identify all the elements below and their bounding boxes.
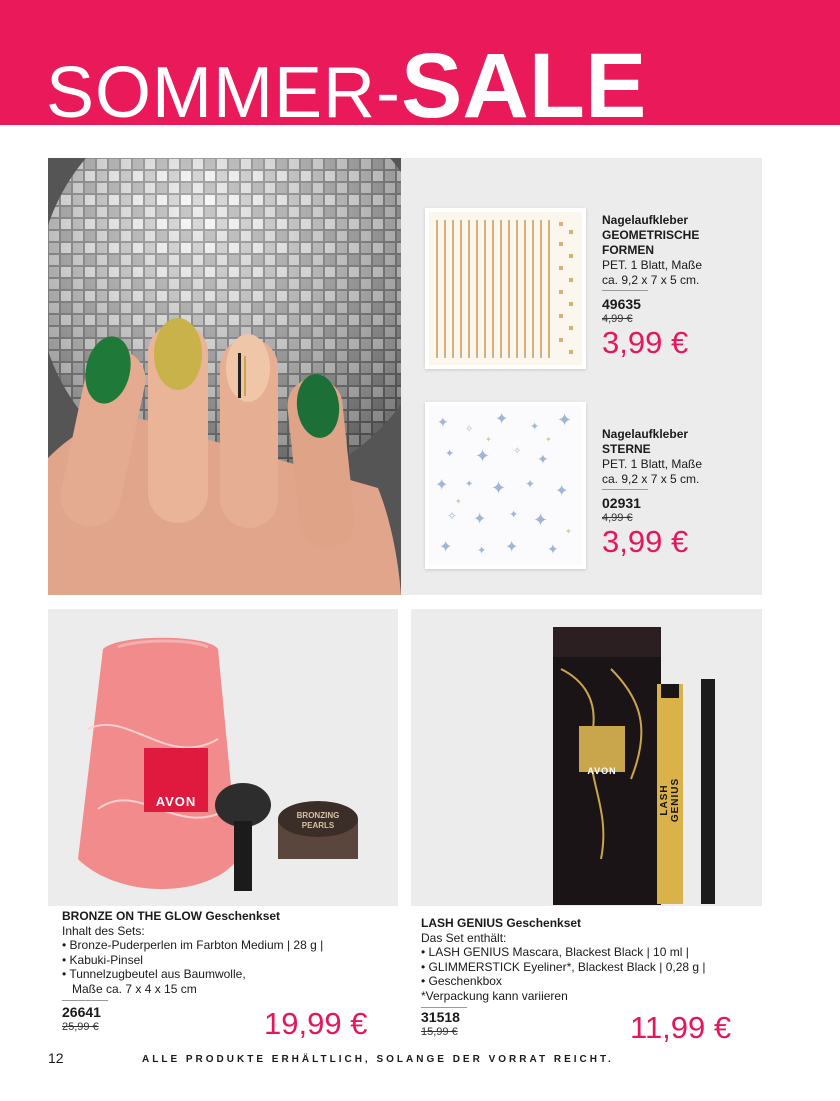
- svg-text:✦: ✦: [439, 537, 453, 556]
- svg-text:✦: ✦: [537, 452, 549, 468]
- product-footnote: *Verpackung kann variieren: [421, 988, 568, 1003]
- product-item: • LASH GENIUS Mascara, Blackest Black | 10 ml |: [421, 945, 689, 959]
- svg-text:✦: ✦: [485, 435, 492, 444]
- product-name: LASH GENIUS Geschenkset: [421, 916, 582, 930]
- svg-text:✦: ✦: [530, 420, 540, 433]
- jar-label-line: BRONZING: [296, 811, 340, 820]
- svg-text:✦: ✦: [547, 542, 559, 558]
- sale-price: 19,99 €: [264, 1006, 368, 1041]
- divider: [62, 1000, 108, 1001]
- eyeliner-pencil: [701, 679, 715, 904]
- title-sommer: SOMMER-: [46, 53, 401, 133]
- svg-text:✦: ✦: [555, 481, 569, 500]
- product-name-line: Nagelaufkleber: [602, 427, 689, 441]
- sale-price: 11,99 €: [630, 1010, 732, 1045]
- geometric-sticker-sheet: [425, 208, 586, 369]
- jar-label: [288, 811, 348, 831]
- avon-logo: AVON: [587, 766, 617, 776]
- star-sticker-image: [425, 402, 586, 569]
- bronze-set-image: [48, 609, 398, 906]
- bronze-set-panel: [48, 609, 398, 906]
- lash-set-image: [411, 609, 762, 906]
- product-intro: Das Set enthält:: [421, 930, 507, 945]
- divider: [602, 489, 648, 490]
- footer-notice: ALLE PRODUKTE ERHÄLTLICH, SOLANGE DER VORRAT REICHT.: [142, 1054, 614, 1065]
- svg-text:✧: ✧: [465, 424, 474, 435]
- product-intro: Inhalt des Sets:: [62, 923, 145, 938]
- svg-text:✦: ✦: [525, 477, 536, 491]
- svg-text:✦: ✦: [491, 478, 507, 499]
- product-item: Maße ca. 7 x 4 x 15 cm: [62, 981, 197, 996]
- article-number: 02931: [602, 495, 641, 511]
- svg-text:✧: ✧: [447, 509, 458, 523]
- svg-text:✦: ✦: [475, 446, 491, 467]
- svg-text:✦: ✦: [533, 510, 549, 531]
- nail-sticker-panel: [401, 158, 762, 595]
- old-price: 25,99 €: [62, 1020, 99, 1033]
- star-sticker-sheet: [425, 402, 586, 569]
- gold-nail: [154, 318, 202, 390]
- svg-text:✦: ✦: [545, 435, 552, 444]
- old-price: 4,99 €: [602, 512, 633, 524]
- page-number: 12: [48, 1050, 64, 1066]
- svg-text:✦: ✦: [565, 527, 572, 536]
- old-price: 4,99 €: [602, 313, 633, 325]
- article-number: 49635: [602, 296, 641, 312]
- svg-text:✦: ✦: [445, 447, 455, 460]
- avon-logo: AVON: [155, 794, 197, 809]
- sale-price: 3,99 €: [602, 325, 689, 360]
- product-item: • Bronze-Puderperlen im Farbton Medium | 28 g |: [62, 938, 324, 952]
- page-title: [46, 35, 647, 137]
- svg-text:✦: ✦: [437, 415, 449, 431]
- geometric-sticker-image: [425, 208, 586, 369]
- article-number: 31518: [421, 1009, 460, 1025]
- product-item: • Tunnelzugbeutel aus Baumwolle,: [62, 967, 246, 981]
- product-name: BRONZE ON THE GLOW Geschenkset: [62, 909, 281, 923]
- nude-nail: [226, 334, 270, 402]
- old-price: 15,99 €: [421, 1025, 458, 1038]
- product-item: • Kabuki-Pinsel: [62, 952, 143, 967]
- divider: [602, 290, 648, 291]
- svg-text:✦: ✦: [495, 409, 509, 428]
- svg-text:✦: ✦: [473, 509, 487, 528]
- svg-text:✦: ✦: [455, 497, 462, 506]
- article-number: 26641: [62, 1004, 101, 1020]
- svg-text:✦: ✦: [557, 410, 573, 431]
- svg-text:✦: ✦: [505, 537, 519, 556]
- jar-label-line: PEARLS: [301, 821, 335, 830]
- disco-ball-hand-image: [48, 158, 401, 595]
- product-description: PET. 1 Blatt, Maße: [602, 457, 703, 471]
- product-name-line: Nagelaufkleber: [602, 213, 689, 227]
- title-sale: SALE: [400, 35, 647, 137]
- sticker-stars-info: [602, 427, 752, 558]
- product-description: ca. 9,2 x 7 x 5 cm.: [602, 472, 700, 486]
- svg-text:✦: ✦: [509, 508, 519, 521]
- nail-photo: [48, 158, 401, 595]
- product-name-line: STERNE: [602, 442, 651, 456]
- product-description: PET. 1 Blatt, Maße: [602, 258, 703, 272]
- divider: [421, 1007, 467, 1008]
- sale-price: 3,99 €: [602, 524, 689, 559]
- product-name-line: FORMEN: [602, 243, 654, 257]
- svg-text:✦: ✦: [465, 479, 474, 490]
- sticker-geometric-info: [602, 213, 752, 359]
- product-item: • GLIMMERSTICK Eyeliner*, Blackest Black | 0,28 g |: [421, 959, 706, 974]
- svg-text:✦: ✦: [435, 475, 449, 494]
- mascara-label: LASH GENIUS: [659, 777, 681, 823]
- product-item: • Geschenkbox: [421, 974, 502, 988]
- product-name-line: GEOMETRISCHE: [602, 228, 700, 242]
- lash-set-panel: [411, 609, 762, 906]
- svg-text:✦: ✦: [477, 544, 487, 557]
- product-description: ca. 9,2 x 7 x 5 cm.: [602, 273, 700, 287]
- svg-text:✧: ✧: [513, 446, 522, 457]
